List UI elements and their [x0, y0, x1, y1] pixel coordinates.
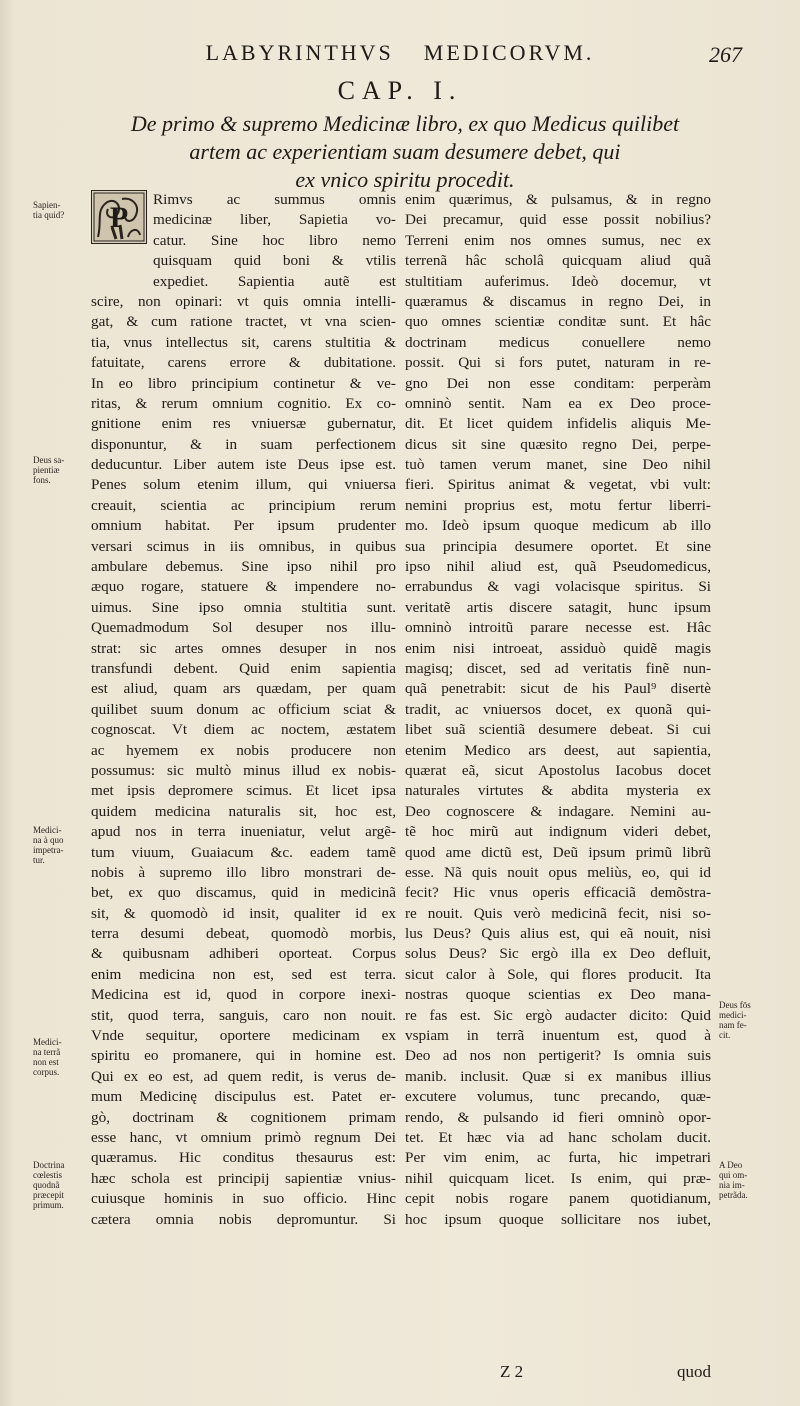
- text-line: cognoscat. Vt diem ac noctem, æstatem: [91, 721, 396, 739]
- text-line: est aliud, quam ars quædam, per quam: [91, 680, 396, 698]
- text-line: cætera omnia nobis depromuntur. Si: [91, 1210, 396, 1228]
- text-line: possumus: sic multò minus illud ex nobis-: [91, 761, 396, 779]
- text-line: spiritu eo promanere, qui in homine est.: [91, 1047, 396, 1065]
- text-line: tẽ hoc mirũ aut indignum videri debet,: [405, 823, 711, 841]
- text-line: etenim Medico ars deest, aut sapientia,: [405, 741, 711, 759]
- text-line: hoc ipsum quoque sollicitare nos iubet,: [405, 1210, 711, 1228]
- text-line: omnium habitat. Per ipsum prudenter: [91, 517, 396, 535]
- text-line: omninò sentit. Nam ea ex Deo proce-: [405, 394, 711, 412]
- text-line: quæramus. Hic conditus thesaurus est:: [91, 1149, 396, 1167]
- margin-note-doctrina: Doctrina cœlestis quodnã præcepit primum.: [33, 1160, 65, 1210]
- text-line: quod ame dictũ est, Deũ ipsum primũ librũ: [405, 843, 711, 861]
- text-line: mum Medicinę discipulus est. Patet er-: [91, 1088, 396, 1106]
- text-line: mo. Ideò ipsum quoque medicum ab illo: [405, 517, 711, 535]
- text-line: æquo rogare, statuere & impendere no-: [91, 578, 396, 596]
- text-line: stit, quod terra, sanguis, caro non nouit.: [91, 1006, 396, 1024]
- text-line: rendo, & pulsando id fieri omninò opor-: [405, 1108, 711, 1126]
- text-line: uimus. Sine ipso omnia stultitia sunt.: [91, 598, 396, 616]
- text-line: fatuitate, carens errore & dubitatione.: [91, 354, 396, 372]
- title-line: De primo & supremo Medicinæ libro, ex quo Medicus quilibet: [130, 111, 680, 136]
- text-line: quo omnes scientiæ conditæ sunt. Et hâc: [405, 313, 711, 331]
- text-line: hæc schola est principij sapientiæ vnius-: [91, 1169, 396, 1187]
- margin-note-sapientia: Sapien- tia quid?: [33, 200, 65, 220]
- text-line: Deo ad nos non pertigerit? Is omnia suis: [405, 1047, 711, 1065]
- text-line: fieri. Spiritus animat & vegetat, vbi vult:: [405, 476, 711, 494]
- text-line: fecit? Hic vnus operis efficaciã demõstra-: [405, 884, 711, 902]
- text-line: transfundi debent. Quid enim sapientia: [91, 659, 396, 677]
- text-line: creauit, scientia ac principium rerum: [91, 496, 396, 514]
- text-line: nostras quoque scientias ex Deo mana-: [405, 986, 711, 1004]
- text-line: possit. Qui si fors putet, naturam in re-: [405, 354, 711, 372]
- text-line: cuiusque hominis in suo officio. Hinc: [91, 1190, 396, 1208]
- text-line: Quemadmodum Sol desuper nos illu-: [91, 619, 396, 637]
- text-line: quærat eã, sicut Apostolus Iacobus docet: [405, 761, 711, 779]
- text-line: cepit nobis rogare panem quotidianum,: [405, 1190, 711, 1208]
- chapter-title: [100, 110, 710, 194]
- running-head-left: LABYRINTHVS: [205, 40, 394, 65]
- title-line: ex vnico spiritu procedit.: [295, 167, 515, 192]
- text-line: versari scimus in iis omnibus, in quibus: [91, 537, 396, 555]
- margin-note-medicina-a-quo: Medici- na à quo impetra- tur.: [33, 825, 64, 865]
- text-line: re fas est. Sic ergò audacter dicito: Quid: [405, 1006, 711, 1024]
- text-line: enim medicina non est, sed est terra.: [91, 965, 396, 983]
- margin-note-medicina-non-corpus: Medici- na terrã non est corpus.: [33, 1037, 62, 1077]
- text-line: scire, non opinari: vt quis omnia intelli-: [91, 292, 396, 310]
- catchword: quod: [677, 1362, 711, 1381]
- text-line: strat: sic artes omnes desuper in nos: [91, 639, 396, 657]
- text-line: solus Deus? Sic ergò illa ex Deo defluit,: [405, 945, 711, 963]
- text-line: deducuntur. Liber autem iste Deus ipse est.: [91, 456, 396, 474]
- text-line: tet. Et hæc via ad hanc scholam ducit.: [405, 1128, 711, 1146]
- text-line: quidem medicina naturalis sit, hoc est,: [91, 802, 396, 820]
- text-line: sua principia desumere oportet. Et sine: [405, 537, 711, 555]
- text-line: nihil quicquam licet. Is enim, qui præ-: [405, 1169, 711, 1187]
- text-line: libet suã scientiã desumere debeat. Si cui: [405, 721, 711, 739]
- text-line: ritas, & rerum omnium cognitio. Ex co-: [91, 394, 396, 412]
- text-line: catur. Sine hoc libro nemo: [153, 231, 396, 249]
- title-line: artem ac experientiam suam desumere debet, qui: [189, 139, 621, 164]
- text-line: Qui ex eo est, ad quem redit, is verus de-: [91, 1067, 396, 1085]
- text-line: enim quærimus, & pulsamus, & in regno: [405, 191, 711, 208]
- text-line: tia, vnus intellectus sit, carens stultitia &: [91, 333, 396, 351]
- text-line: medicinæ liber, Sapietia vo-: [153, 211, 396, 229]
- text-line: errabundus & vagi volacisque spiritus. Si: [405, 578, 711, 596]
- right-column: [405, 190, 711, 1230]
- text-line: veritatẽ artis discere satagit, hunc ipsum: [405, 598, 711, 616]
- text-line: Medicina est id, quod in corpore inexi-: [91, 986, 396, 1004]
- text-line: esse. Nã quis nouit opus meliùs, eo, qui id: [405, 863, 711, 881]
- text-line: sit, & quomodò id insit, qualiter id ex: [91, 904, 396, 922]
- text-line: ac hyemem ex nobis producere non: [91, 741, 396, 759]
- text-line: naturales virtutes & abdita mysteria ex: [405, 782, 711, 800]
- svg-text:P: P: [109, 201, 129, 234]
- text-line: terra desumi debeat, quomodò morbis,: [91, 925, 396, 943]
- text-line: & quibusnam adhiberi oporteat. Corpus: [91, 945, 396, 963]
- text-line: Per vim enim, ac furta, hic impetrari: [405, 1149, 711, 1167]
- text-line: dit. Et licet quidem infidelis aliquis Me-: [405, 415, 711, 433]
- text-line: tradit, ac vniuersos docet, ex quonã qui-: [405, 700, 711, 718]
- text-line: quæramus & discamus in regno Dei, in: [405, 292, 711, 310]
- text-line: gat, & cum ratione tractet, vt vna scien-: [91, 313, 396, 331]
- text-line: vspiam in terrã inuentum est, quod à: [405, 1027, 711, 1045]
- text-line: lus Deus? Quis alius est, qui eã nouit, nisi: [405, 925, 711, 943]
- text-line: magisq; discet, sed ad veritatis finẽ nun-: [405, 659, 711, 677]
- text-line: ipso nihil aliud est, quã Pseudomedicus,: [405, 558, 711, 576]
- margin-note-deus-fons: Deus fōs medici- nam fe- cit.: [719, 1000, 751, 1040]
- text-line: ambulare debemus. Sine ipso nihil pro: [91, 558, 396, 576]
- text-line: Terreni enim nos omnes sumus, nec ex: [405, 231, 711, 249]
- text-line: nemini proprius est, motu fertur liberri-: [405, 496, 711, 514]
- text-line: gnitione enim res vniuersæ gubernatur,: [91, 415, 396, 433]
- text-line: esse hanc, vt omnium primò regnum Dei: [91, 1128, 396, 1146]
- text-line: tuò tamen verum manet, sine Deo nihil: [405, 456, 711, 474]
- chapter-heading: CAP. I.: [337, 76, 463, 105]
- text-line: Rimvs ac summus omnis: [153, 191, 396, 208]
- margin-note-deus-sapientiae: Deus sa- pientiæ fons.: [33, 455, 65, 485]
- text-line: Dei precamur, quid esse possit nobilius?: [405, 211, 711, 229]
- text-line: apud nos in terra inueniatur, velut argẽ-: [91, 823, 396, 841]
- text-line: In eo libro principium continetur & ve-: [91, 374, 396, 392]
- running-head-right: MEDICORVM.: [423, 40, 595, 65]
- text-line: sicut calor à Sole, qui flores producit. Ita: [405, 965, 711, 983]
- text-line: excutere volumus, tunc precando, quæ-: [405, 1088, 711, 1106]
- text-line: gno Dei non esse conditam: perperàm: [405, 374, 711, 392]
- text-line: dicus sit sine quæsito regno Dei, perpe-: [405, 435, 711, 453]
- text-line: gò, doctrinam & cognitionem primam: [91, 1108, 396, 1126]
- text-line: quã penetrabit: sicut de his Paul⁹ disertè: [405, 680, 711, 698]
- text-line: expediet. Sapientia autẽ est: [153, 272, 396, 290]
- text-line: met ipsis depromere scimus. Et licet ipsa: [91, 782, 396, 800]
- text-line: Deo cognoscere & indagare. Nemini au-: [405, 802, 711, 820]
- signature-mark: Z 2: [500, 1362, 524, 1381]
- text-line: re nouit. Quis verò medicinã fecit, nisi so-: [405, 904, 711, 922]
- text-line: Vnde sequitur, oportere medicinam ex: [91, 1027, 396, 1045]
- text-line: doctrinam medicus conuellere nemo: [405, 333, 711, 351]
- text-line: manib. inclusit. Quæ si ex manibus illius: [405, 1067, 711, 1085]
- text-line: bet, ex quo discamus, quid in medicinã: [91, 884, 396, 902]
- margin-note-a-deo: A Deo qui om- nia im- petrãda.: [719, 1160, 748, 1200]
- text-line: terrenã hâc scholâ quicquam aliud quã: [405, 252, 711, 270]
- text-line: quisquam quid boni & vtilis: [153, 252, 396, 270]
- text-line: quilibet suum donum ac officium sciat &: [91, 700, 396, 718]
- text-line: stultitiam auferimus. Ideò docemur, vt: [405, 272, 711, 290]
- text-line: disponuntur, & in suam perfectionem: [91, 435, 396, 453]
- page-number: 267: [709, 42, 742, 67]
- running-head: [0, 40, 800, 66]
- text-line: enim nisi introeat, assiduò quidẽ magis: [405, 639, 711, 657]
- left-column: [91, 190, 396, 1230]
- text-line: tum viuum, Guaiacum &c. eadem tamẽ: [91, 843, 396, 861]
- text-line: nobis à supremo illo libro monstrari de-: [91, 863, 396, 881]
- text-line: Penes solum etenim illum, qui vniuersa: [91, 476, 396, 494]
- text-line: omninò introitũ parare necesse est. Hâc: [405, 619, 711, 637]
